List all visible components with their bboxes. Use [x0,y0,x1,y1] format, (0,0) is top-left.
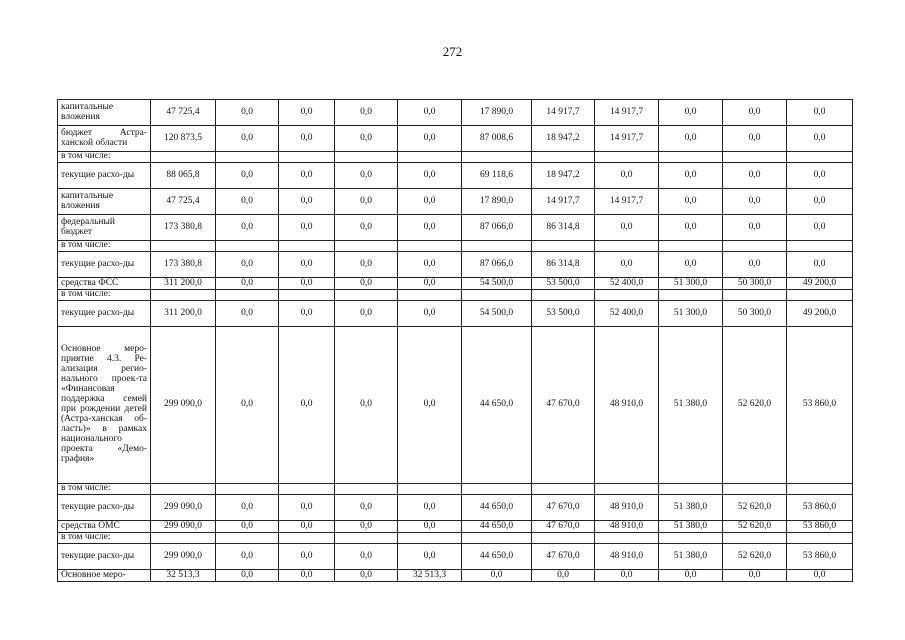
value-cell [279,533,335,544]
row-label: бюджет Астра-ханской области [58,126,151,152]
table-row [58,301,853,327]
table-row [58,252,853,278]
value-cell: 0,0 [659,252,723,278]
value-cell: 0,0 [279,544,335,570]
value-cell: 0,0 [723,163,787,189]
value-cell [335,290,398,301]
row-label: текущие расхо-ды [58,301,151,327]
value-cell: 0,0 [659,189,723,215]
value-cell: 0,0 [462,570,532,582]
value-cell: 311 200,0 [151,301,216,327]
value-cell: 120 873,5 [151,126,216,152]
value-cell: 0,0 [398,100,462,126]
value-cell [151,290,216,301]
value-cell [659,533,723,544]
value-cell: 14 917,7 [532,100,595,126]
value-cell: 0,0 [659,126,723,152]
value-cell: 0,0 [335,301,398,327]
value-cell: 0,0 [216,495,279,521]
table-row [58,100,853,126]
value-cell [398,241,462,252]
value-cell: 0,0 [398,163,462,189]
value-cell: 0,0 [279,215,335,241]
value-cell [335,484,398,495]
value-cell: 0,0 [398,252,462,278]
value-cell [595,241,659,252]
value-cell: 0,0 [216,278,279,290]
value-cell: 49 200,0 [787,301,853,327]
value-cell: 0,0 [723,252,787,278]
value-cell: 47 670,0 [532,495,595,521]
value-cell: 173 380,8 [151,215,216,241]
table-row [58,290,853,301]
value-cell: 50 300,0 [723,301,787,327]
value-cell: 0,0 [335,544,398,570]
value-cell [787,290,853,301]
value-cell: 0,0 [659,163,723,189]
value-cell: 47 670,0 [532,521,595,533]
value-cell: 0,0 [335,100,398,126]
table-body [58,100,853,582]
value-cell [462,533,532,544]
value-cell: 44 650,0 [462,521,532,533]
value-cell: 0,0 [216,252,279,278]
value-cell [532,484,595,495]
value-cell: 0,0 [216,100,279,126]
value-cell [532,290,595,301]
table-row [58,544,853,570]
table-row [58,189,853,215]
table-row [58,327,853,484]
value-cell [787,241,853,252]
value-cell [595,484,659,495]
value-cell: 51 300,0 [659,278,723,290]
value-cell: 0,0 [335,163,398,189]
value-cell: 48 910,0 [595,521,659,533]
row-label: текущие расхо-ды [58,495,151,521]
value-cell: 0,0 [787,252,853,278]
value-cell: 0,0 [659,570,723,582]
value-cell: 44 650,0 [462,495,532,521]
value-cell: 0,0 [335,570,398,582]
value-cell: 0,0 [279,327,335,484]
value-cell: 47 725,4 [151,100,216,126]
value-cell [659,484,723,495]
value-cell [279,152,335,163]
value-cell: 54 500,0 [462,301,532,327]
value-cell: 51 380,0 [659,495,723,521]
value-cell: 0,0 [216,301,279,327]
value-cell: 299 090,0 [151,521,216,533]
table-row [58,521,853,533]
value-cell: 86 314,8 [532,215,595,241]
row-label: текущие расхо-ды [58,252,151,278]
row-label: средства ОМС [58,521,151,533]
value-cell: 44 650,0 [462,544,532,570]
value-cell: 17 890,0 [462,189,532,215]
page-number: 272 [442,44,463,59]
row-label: в том числе: [58,533,151,544]
table-row [58,495,853,521]
row-label: в том числе: [58,152,151,163]
row-label: Основное меро- [58,570,151,582]
value-cell: 0,0 [398,278,462,290]
value-cell [151,152,216,163]
row-label: капитальные вложения [58,189,151,215]
row-label: в том числе: [58,241,151,252]
value-cell: 0,0 [216,215,279,241]
value-cell [787,484,853,495]
value-cell: 0,0 [723,189,787,215]
value-cell: 48 910,0 [595,495,659,521]
value-cell [723,152,787,163]
value-cell [151,241,216,252]
value-cell [335,152,398,163]
value-cell: 0,0 [595,163,659,189]
value-cell: 0,0 [398,126,462,152]
row-label: Основное меро-приятие 4.3. Ре-ализация регио-нального проек-та «Финансовая поддержка семей при рождении детей (Астра-ханская об-ласть)» в рамках национального проекта «Демо-графия» [58,327,151,484]
value-cell: 14 917,7 [595,126,659,152]
value-cell: 0,0 [216,189,279,215]
value-cell [335,533,398,544]
value-cell: 0,0 [216,327,279,484]
value-cell [787,533,853,544]
value-cell [595,290,659,301]
value-cell: 311 200,0 [151,278,216,290]
value-cell: 53 860,0 [787,495,853,521]
value-cell: 44 650,0 [462,327,532,484]
value-cell [723,484,787,495]
value-cell: 0,0 [398,327,462,484]
value-cell: 50 300,0 [723,278,787,290]
value-cell [216,152,279,163]
value-cell [532,533,595,544]
value-cell [398,533,462,544]
value-cell: 0,0 [279,189,335,215]
value-cell [659,290,723,301]
value-cell: 51 380,0 [659,544,723,570]
value-cell: 0,0 [595,252,659,278]
value-cell: 0,0 [279,252,335,278]
value-cell: 52 620,0 [723,327,787,484]
value-cell [787,152,853,163]
value-cell [532,241,595,252]
table-row [58,533,853,544]
table-row [58,215,853,241]
value-cell [398,484,462,495]
value-cell: 0,0 [216,521,279,533]
value-cell [279,241,335,252]
value-cell: 0,0 [216,570,279,582]
value-cell [151,484,216,495]
value-cell: 0,0 [335,215,398,241]
value-cell: 14 917,7 [595,189,659,215]
value-cell: 0,0 [335,327,398,484]
value-cell: 0,0 [216,126,279,152]
value-cell: 0,0 [279,126,335,152]
value-cell: 0,0 [279,278,335,290]
value-cell: 53 860,0 [787,544,853,570]
row-label: средства ФСС [58,278,151,290]
value-cell: 0,0 [216,163,279,189]
value-cell [723,241,787,252]
value-cell: 0,0 [398,189,462,215]
value-cell: 32 513,3 [151,570,216,582]
value-cell: 0,0 [398,301,462,327]
value-cell: 0,0 [279,495,335,521]
value-cell: 87 008,6 [462,126,532,152]
value-cell: 0,0 [723,570,787,582]
value-cell: 54 500,0 [462,278,532,290]
value-cell: 69 118,6 [462,163,532,189]
value-cell [659,152,723,163]
value-cell [723,533,787,544]
value-cell [462,290,532,301]
budget-table [57,99,853,582]
value-cell: 0,0 [279,301,335,327]
row-label: в том числе: [58,484,151,495]
value-cell [595,152,659,163]
value-cell: 0,0 [398,521,462,533]
value-cell [595,533,659,544]
value-cell: 0,0 [595,215,659,241]
table-row [58,152,853,163]
value-cell: 52 620,0 [723,495,787,521]
value-cell: 47 670,0 [532,544,595,570]
value-cell: 0,0 [335,521,398,533]
value-cell: 0,0 [787,126,853,152]
value-cell: 87 066,0 [462,215,532,241]
value-cell: 0,0 [279,570,335,582]
value-cell: 53 860,0 [787,327,853,484]
value-cell: 0,0 [279,100,335,126]
value-cell: 88 065,8 [151,163,216,189]
value-cell [659,241,723,252]
value-cell: 299 090,0 [151,327,216,484]
value-cell: 32 513,3 [398,570,462,582]
value-cell: 52 620,0 [723,544,787,570]
value-cell [151,533,216,544]
value-cell [398,290,462,301]
value-cell: 53 860,0 [787,521,853,533]
value-cell: 0,0 [279,163,335,189]
value-cell: 0,0 [398,544,462,570]
value-cell: 0,0 [659,100,723,126]
value-cell: 0,0 [723,215,787,241]
table-row [58,484,853,495]
value-cell: 18 947,2 [532,163,595,189]
value-cell: 0,0 [335,252,398,278]
value-cell: 52 620,0 [723,521,787,533]
row-label: капитальные вложения [58,100,151,126]
value-cell: 0,0 [787,570,853,582]
value-cell: 0,0 [335,278,398,290]
table-row [58,126,853,152]
value-cell: 299 090,0 [151,495,216,521]
value-cell [216,484,279,495]
value-cell: 18 947,2 [532,126,595,152]
row-label: текущие расхо-ды [58,163,151,189]
value-cell: 86 314,8 [532,252,595,278]
value-cell: 87 066,0 [462,252,532,278]
value-cell: 51 380,0 [659,521,723,533]
value-cell: 47 725,4 [151,189,216,215]
value-cell: 52 400,0 [595,278,659,290]
table-row [58,278,853,290]
value-cell: 0,0 [279,521,335,533]
value-cell: 17 890,0 [462,100,532,126]
value-cell: 0,0 [723,126,787,152]
value-cell [532,152,595,163]
value-cell: 53 500,0 [532,301,595,327]
value-cell: 48 910,0 [595,327,659,484]
value-cell [335,241,398,252]
value-cell: 51 380,0 [659,327,723,484]
value-cell: 47 670,0 [532,327,595,484]
value-cell: 0,0 [787,189,853,215]
value-cell: 0,0 [335,126,398,152]
value-cell: 0,0 [787,215,853,241]
table-row [58,163,853,189]
value-cell: 49 200,0 [787,278,853,290]
value-cell: 51 300,0 [659,301,723,327]
value-cell [216,241,279,252]
value-cell: 0,0 [335,189,398,215]
table-row [58,241,853,252]
value-cell: 299 090,0 [151,544,216,570]
table-row [58,570,853,582]
value-cell: 52 400,0 [595,301,659,327]
value-cell: 0,0 [787,100,853,126]
value-cell [216,290,279,301]
value-cell: 14 917,7 [532,189,595,215]
value-cell: 0,0 [216,544,279,570]
value-cell: 0,0 [335,495,398,521]
value-cell [398,152,462,163]
value-cell: 0,0 [787,163,853,189]
value-cell: 0,0 [532,570,595,582]
value-cell [462,241,532,252]
value-cell [723,290,787,301]
value-cell: 53 500,0 [532,278,595,290]
row-label: текущие расхо-ды [58,544,151,570]
row-label: федеральный бюджет [58,215,151,241]
value-cell: 0,0 [398,495,462,521]
value-cell [462,152,532,163]
value-cell [216,533,279,544]
value-cell: 173 380,8 [151,252,216,278]
value-cell: 0,0 [659,215,723,241]
value-cell: 0,0 [398,215,462,241]
value-cell [462,484,532,495]
value-cell: 0,0 [723,100,787,126]
value-cell [279,484,335,495]
value-cell [279,290,335,301]
value-cell: 0,0 [595,570,659,582]
row-label: в том числе: [58,290,151,301]
value-cell: 14 917,7 [595,100,659,126]
value-cell: 48 910,0 [595,544,659,570]
